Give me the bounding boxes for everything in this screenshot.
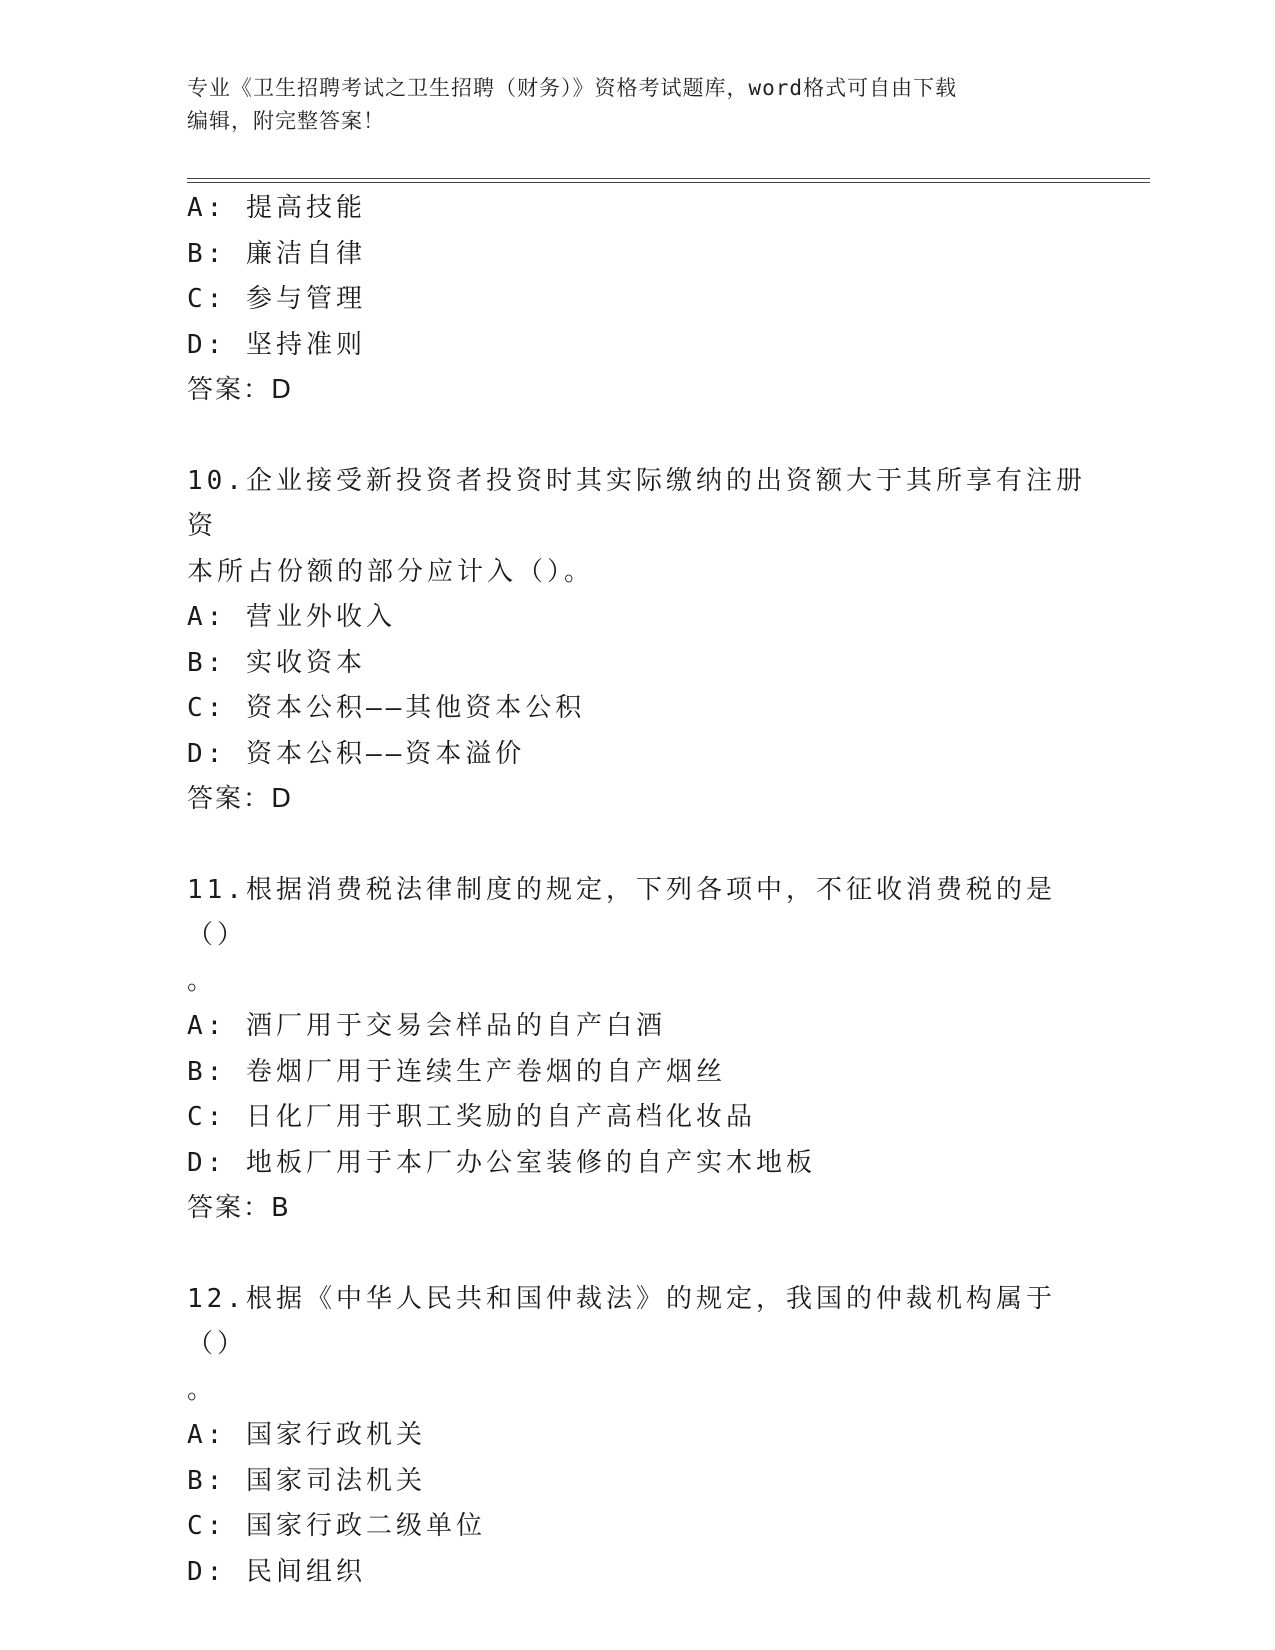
header-divider — [187, 178, 1150, 183]
question-list — [187, 186, 1087, 1595]
question-stem — [187, 459, 1087, 596]
option-c: C: 国家行政二级单位 — [187, 1511, 486, 1541]
option-a: A: 酒厂用于交易会样品的自产白酒 — [187, 1011, 666, 1041]
option-b: B: 实收资本 — [187, 647, 366, 678]
option-c: C: 参与管理 — [187, 284, 366, 314]
question-10 — [187, 459, 1087, 823]
option-d: D: 民间组织 — [187, 1556, 366, 1587]
header-line-2: 编辑，附完整答案！ — [187, 109, 385, 133]
question-stem-line-1: 11.根据消费税法律制度的规定，下列各项中，不征收消费税的是（） — [187, 874, 1056, 950]
question-stem-line-1: 12.根据《中华人民共和国仲裁法》的规定，我国的仲裁机构属于（） — [187, 1283, 1056, 1359]
option-b: B: 国家司法机关 — [187, 1465, 426, 1496]
option-d: D: 资本公积——资本溢价 — [187, 738, 526, 769]
page-header — [187, 72, 1087, 138]
option-c: C: 日化厂用于职工奖励的自产高档化妆品 — [187, 1102, 756, 1132]
question-stem-line-2: 。 — [187, 1374, 218, 1405]
option-b: B: 卷烟厂用于连续生产卷烟的自产烟丝 — [187, 1056, 726, 1087]
option-b: B: 廉洁自律 — [187, 238, 366, 269]
question-stem-line-2: 。 — [187, 965, 218, 996]
option-c: C: 资本公积——其他资本公积 — [187, 693, 586, 723]
option-a: A: 国家行政机关 — [187, 1420, 426, 1450]
option-a: A: 营业外收入 — [187, 602, 396, 632]
option-a: A: 提高技能 — [187, 193, 366, 223]
question-11 — [187, 868, 1087, 1232]
question-12 — [187, 1277, 1087, 1596]
question-fragment — [187, 186, 1087, 414]
answer-line: 答案：B — [187, 1193, 291, 1223]
question-stem — [187, 1277, 1087, 1414]
answer-line: 答案：D — [187, 784, 294, 814]
question-stem-line-1: 10.企业接受新投资者投资时其实际缴纳的出资额大于其所享有注册资 — [187, 465, 1086, 541]
header-line-1: 专业《卫生招聘考试之卫生招聘（财务）》资格考试题库，word格式可自由下载 — [187, 76, 958, 100]
option-d: D: 地板厂用于本厂办公室装修的自产实木地板 — [187, 1147, 816, 1178]
option-d: D: 坚持准则 — [187, 329, 366, 360]
answer-line: 答案：D — [187, 375, 294, 405]
question-stem — [187, 868, 1087, 1005]
question-stem-line-2: 本所占份额的部分应计入（）。 — [187, 556, 595, 587]
